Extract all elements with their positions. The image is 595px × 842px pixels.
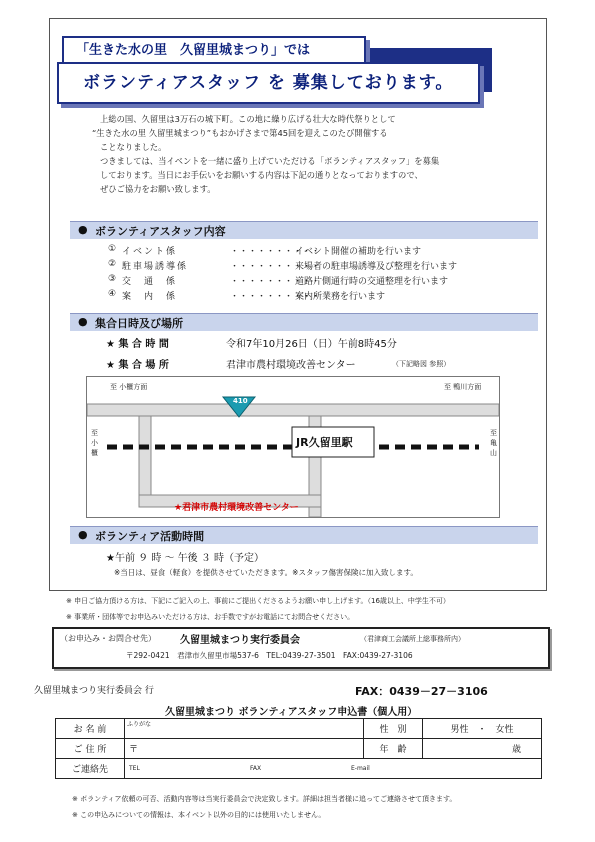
duty-num: ②	[108, 259, 117, 269]
map-label-left: 至小櫃	[91, 429, 98, 457]
banner-title: ボランティアスタッフ を 募集しております。	[83, 73, 454, 93]
meeting-place-label: ★ 集 合 場 所	[106, 360, 169, 371]
intro-line: ことなりました。	[100, 142, 167, 152]
section-title: ボランティア活動時間	[95, 530, 205, 543]
intro-line: “生きた水の里 久留里城まつり”もおかげさまで第45回を迎えこのたび開催する	[92, 128, 388, 138]
name-label: お 名 前	[56, 719, 125, 739]
section-meeting	[70, 313, 538, 331]
contact-org-note: （君津商工会議所上総事務所内）	[360, 635, 465, 643]
application-form	[55, 718, 542, 779]
bullet-icon: ●	[78, 528, 88, 541]
furigana-label: ふりがな	[127, 721, 152, 728]
note-2: ※ 事業所・団体等でお申込みいただける方は、お手数ですがお電話にてお問合せください。	[66, 613, 355, 621]
station-label: JR久留里駅	[296, 436, 353, 449]
meeting-place-value: 君津市農村環境改善センター	[226, 360, 356, 371]
footer-note-1: ※ ボランティア依頼の可否、活動内容等は当実行委員会で決定致します。詳細は担当者様に追ってご連絡させて頂きます。	[72, 795, 457, 803]
meeting-place-note: （下記略図 参照）	[392, 360, 451, 368]
access-map	[86, 376, 500, 518]
age-label: 年 齢	[364, 739, 423, 759]
duty-name: 案 内 係	[122, 292, 178, 302]
contact-label: （お申込み・お問合せ先）	[60, 634, 156, 643]
duty-desc: 案内所業務を行います	[295, 292, 386, 302]
duty-desc: 道路片側通行時の交通整理を行います	[295, 277, 449, 287]
duty-name: 駐車場誘導係	[122, 262, 189, 272]
road-left	[139, 416, 151, 507]
bullet-icon: ●	[78, 223, 88, 236]
contact-org: 久留里城まつり実行委員会	[180, 635, 300, 646]
tel-label: TEL	[129, 765, 140, 772]
fax-number: FAX：0439－27－3106	[355, 685, 488, 698]
section-title: ボランティアスタッフ内容	[95, 225, 226, 238]
fax-to: 久留里城まつり実行委員会 行	[34, 686, 154, 696]
banner-subtitle: 「生きた水の里 久留里城まつり」では	[76, 43, 311, 58]
road-upper	[87, 404, 499, 416]
duty-num: ④	[108, 289, 117, 299]
map-label-topleft: 至 小櫃方面	[110, 383, 148, 391]
intro-line: つきましては、当イベントを一緒に盛り上げていただける「ボランティアスタッフ」を募集	[100, 156, 440, 166]
duty-dots: ・・・・・・・・・・	[230, 247, 321, 257]
sex-field[interactable]: 男性 ・ 女性	[423, 719, 542, 739]
duty-name: 交 通 係	[122, 277, 178, 287]
map-label-right: 至亀山	[490, 429, 497, 457]
section-activity	[70, 526, 538, 544]
meeting-time-value: 令和7年10月26日（日）午前8時45分	[226, 339, 397, 350]
footer-note-2: ※ この申込みについての情報は、本イベント以外の目的には使用いたしません。	[72, 811, 326, 819]
intro-line: 上総の国、久留里は3万石の城下町。この地に繰り広げる壮大な時代祭りとして	[100, 114, 396, 124]
duty-name: イベント係	[122, 247, 178, 257]
name-field[interactable]	[125, 719, 364, 739]
fax-label: FAX	[250, 765, 262, 772]
address-field[interactable]: 〒	[125, 739, 364, 759]
meeting-time-label: ★ 集 合 時 間	[106, 339, 169, 350]
duty-desc: 来場者の駐車場誘導及び整理を行います	[295, 262, 458, 272]
form-title: 久留里城まつり ボランティアスタッフ申込書（個人用）	[165, 707, 418, 718]
contact-info-field[interactable]	[125, 759, 542, 779]
duty-dots: ・・・・・・・・・・	[230, 277, 321, 287]
contact-info-label: ご連絡先	[56, 759, 125, 779]
section-title: 集合日時及び場所	[95, 317, 183, 330]
duty-dots: ・・・・・・・・・・	[230, 262, 321, 272]
bullet-icon: ●	[78, 315, 88, 328]
duty-dots: ・・・・・・・・・・	[230, 292, 321, 302]
activity-note: ※当日は、昼食（軽食）を提供させていただきます。※スタッフ傷害保険に加入致します。	[114, 568, 418, 577]
intro-text	[92, 112, 520, 196]
section-staff	[70, 221, 538, 239]
map-label-topright: 至 鴨川方面	[444, 383, 482, 391]
intro-line: ぜひご協力をお願い致します。	[100, 184, 216, 194]
activity-time: ★午前 ９ 時 ～ 午後 ３ 時（予定）	[106, 553, 265, 564]
center-label: ★君津市農村環境改善センター	[174, 503, 299, 513]
intro-line: しております。当日にお手伝いをお願いする内容は下記の通りとなっておりますので、	[100, 170, 423, 180]
sex-label: 性 別	[364, 719, 423, 739]
duty-num: ③	[108, 274, 117, 284]
age-field[interactable]: 歳	[423, 739, 542, 759]
contact-address: 〒292-0421 君津市久留里市場537-6 TEL:0439-27-3501 FAX:0439-27-3106	[126, 651, 413, 660]
route-number: 410	[233, 397, 248, 405]
duty-num: ①	[108, 244, 117, 254]
map-drawing	[87, 377, 499, 517]
email-label: E-mail	[351, 765, 370, 772]
duty-desc: イベント開催の補助を行います	[295, 247, 422, 257]
address-label: ご 住 所	[56, 739, 125, 759]
note-1: ※ 申日ご協力頂ける方は、下記にご記入の上、事前にご提出くださるようお願い申し上げます。（16歳以上、中学生不可）	[66, 597, 450, 605]
